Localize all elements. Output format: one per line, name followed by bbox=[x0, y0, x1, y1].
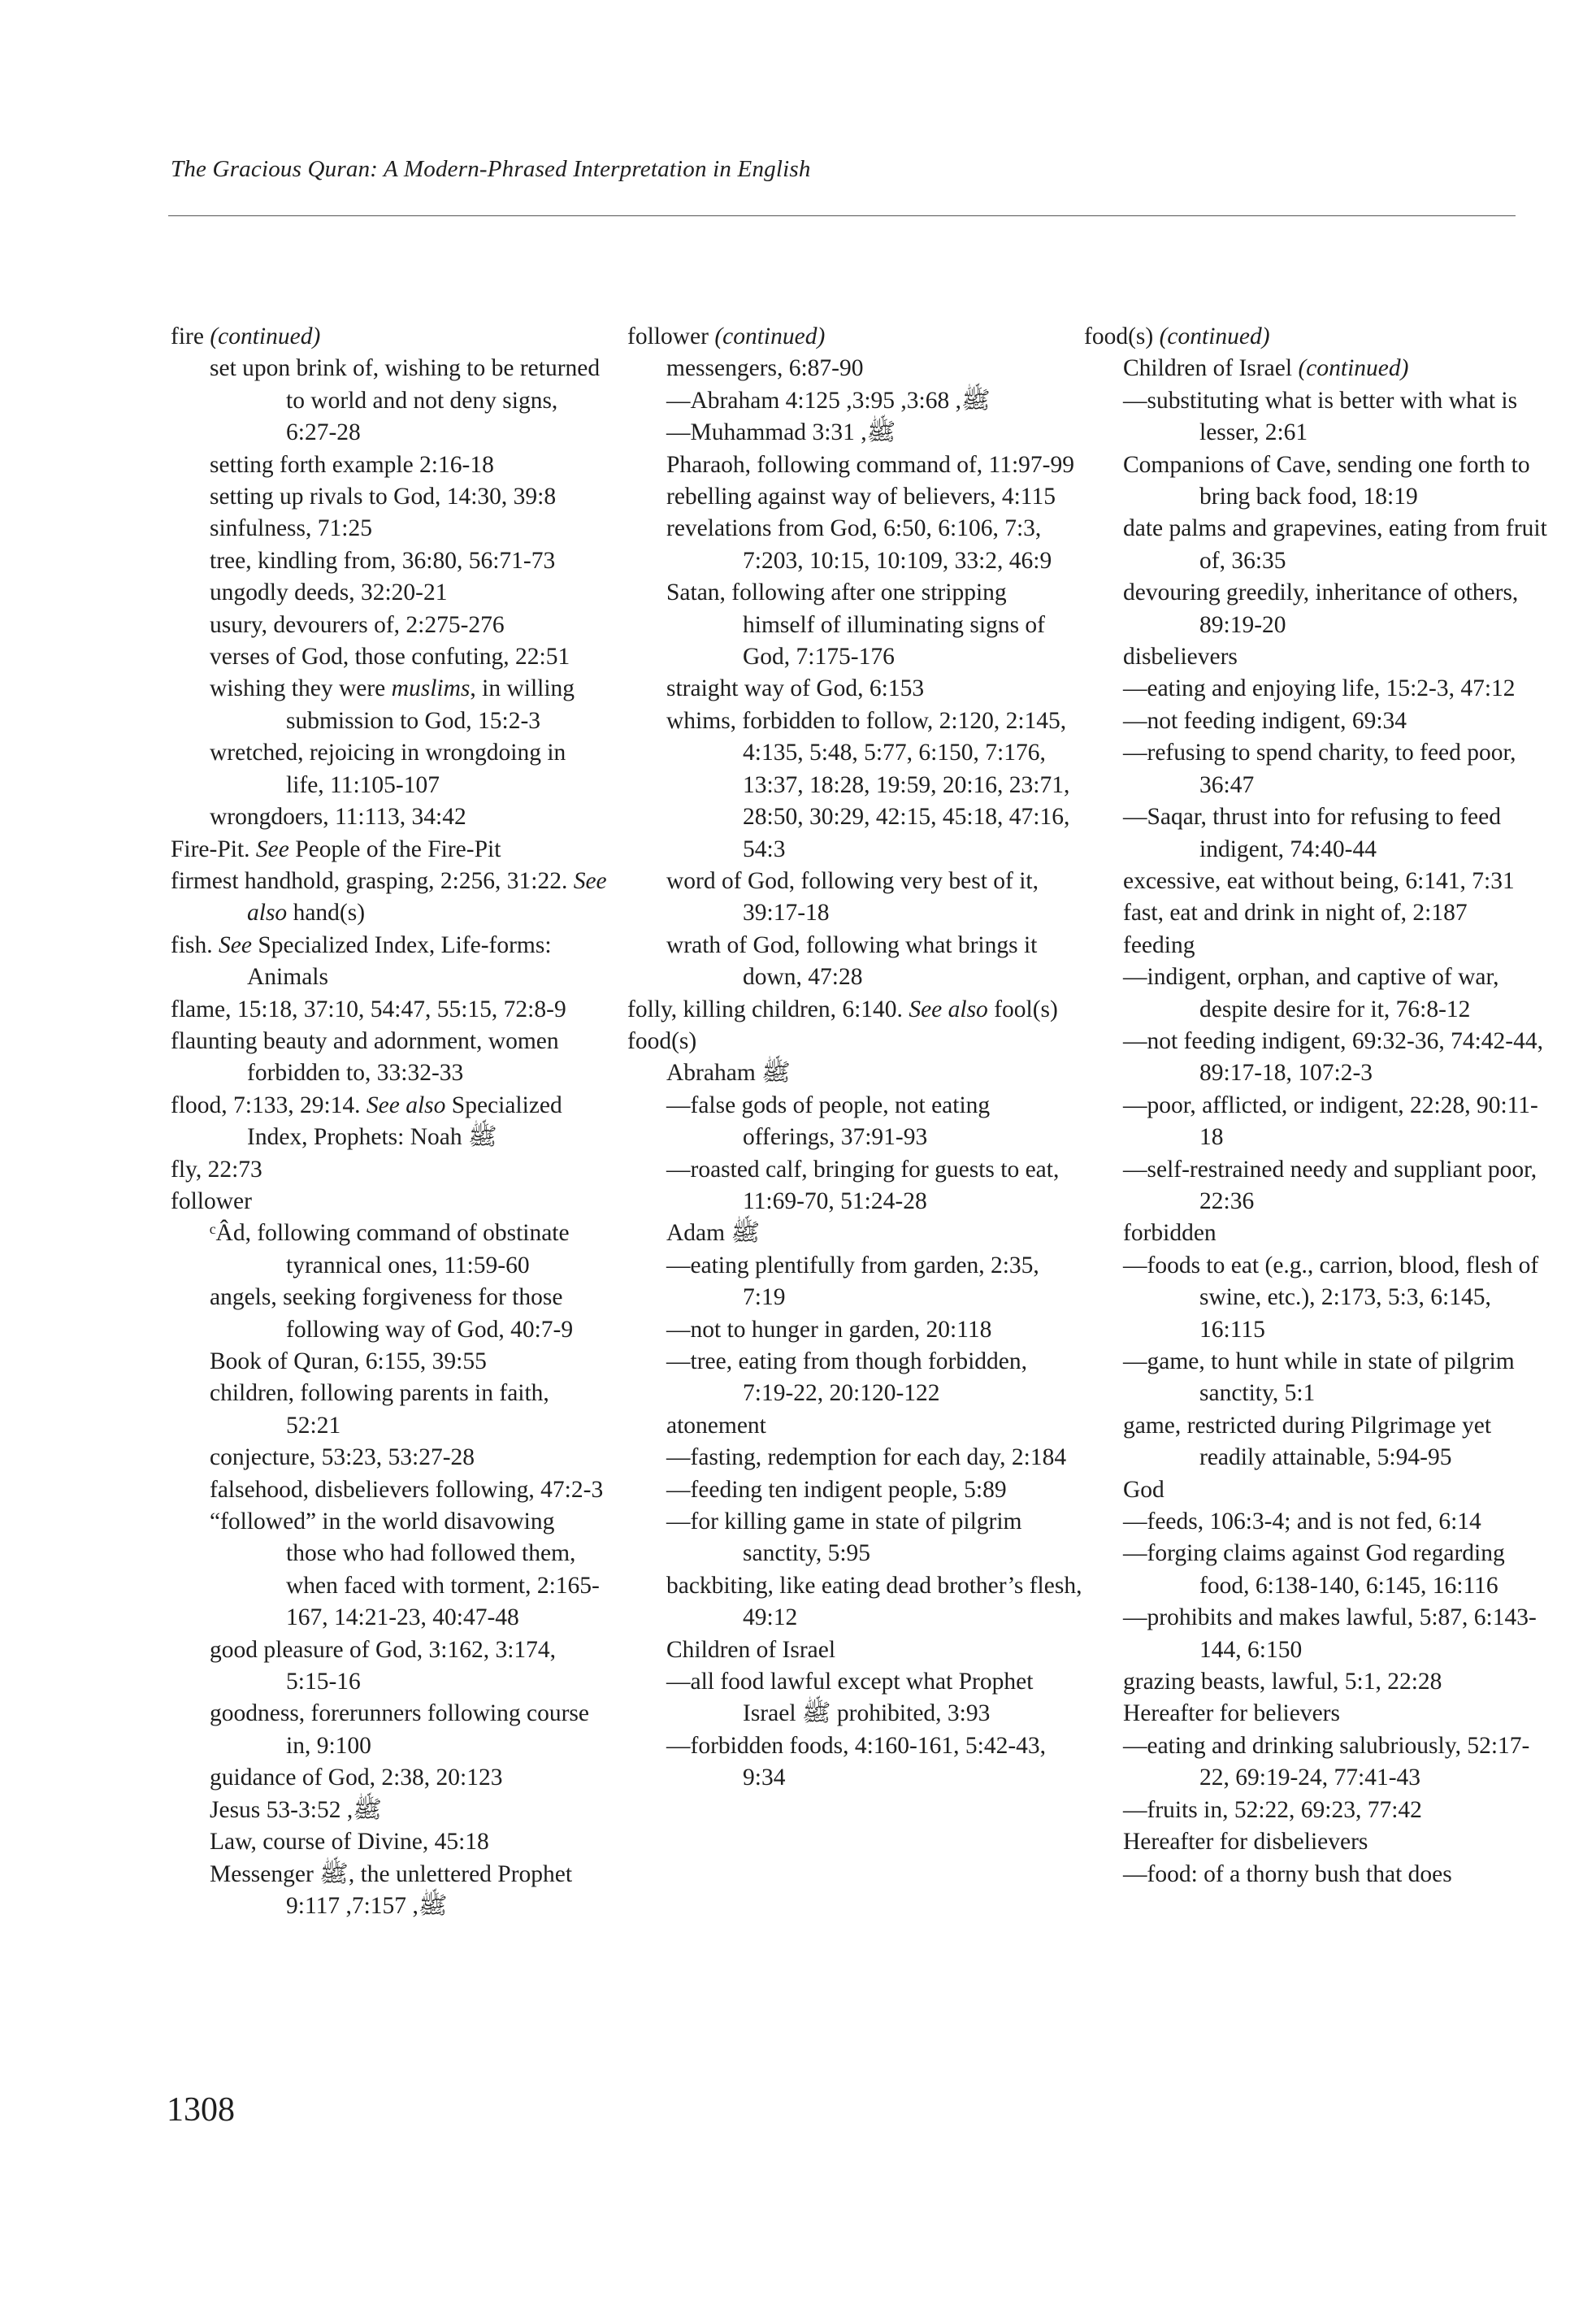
entry-text: children, following parents in faith, 52:21 bbox=[210, 1380, 549, 1439]
index-subentry bbox=[210, 513, 609, 545]
index-subentry bbox=[210, 1346, 609, 1378]
running-head: The Gracious Quran: A Modern-Phrased Interpretation in English bbox=[171, 156, 811, 182]
entry-text: See also bbox=[909, 996, 988, 1022]
index-subentry bbox=[1123, 1474, 1547, 1506]
index-subentry bbox=[1123, 1859, 1547, 1890]
entry-text: —prohibits and makes lawful, 5:87, 6:143-144, 6:150 bbox=[1123, 1604, 1537, 1663]
entry-text: whims, forbidden to follow, 2:120, 2:145, 4:135, 5:48, 5:77, 6:150, 7:176, 13:37, 18:28, 19:59, 20:16, 23:71, 28:50, 30:29, 42:15, 45:18, 47:16, 54:3 bbox=[666, 707, 1070, 862]
index-column-3 bbox=[1084, 321, 1547, 1890]
entry-text: wretched, rejoicing in wrongdoing in life, 11:105-107 bbox=[210, 740, 566, 798]
entry-text: flame, 15:18, 37:10, 54:47, 55:15, 72:8-9 bbox=[171, 996, 566, 1022]
entry-text: setting forth example 2:16-18 bbox=[210, 451, 494, 478]
entry-text: Children of Israel bbox=[1123, 355, 1299, 382]
entry-text: forbidden bbox=[1123, 1220, 1217, 1247]
index-subentry bbox=[210, 577, 609, 609]
index-subentry bbox=[666, 1570, 1082, 1634]
entry-text: good pleasure of God, 3:162, 3:174, 5:15-16 bbox=[210, 1636, 557, 1695]
entry-text: —roasted calf, bringing for guests to eat, 11:69-70, 51:24-28 bbox=[666, 1156, 1060, 1214]
index-subentry bbox=[666, 513, 1082, 577]
entry-text: fool(s) bbox=[987, 996, 1058, 1022]
entry-text: devouring greedily, inheritance of others, 89:19-20 bbox=[1123, 580, 1519, 638]
entry-text: —eating and drinking salubriously, 52:17-22, 69:19-24, 77:41-43 bbox=[1123, 1732, 1530, 1791]
entry-text: falsehood, disbelievers following, 47:2-3 bbox=[210, 1476, 604, 1503]
index-subentry bbox=[666, 930, 1082, 994]
index-entry bbox=[171, 1186, 609, 1218]
index-subentry bbox=[1123, 930, 1547, 962]
index-subentry bbox=[210, 545, 609, 577]
index-subentry bbox=[210, 1698, 609, 1762]
entry-text: See also bbox=[366, 1092, 446, 1118]
index-subentry bbox=[1123, 353, 1547, 384]
entry-text: —substituting what is better with what is lesser, 2:61 bbox=[1123, 387, 1518, 446]
index-subentry bbox=[210, 1474, 609, 1506]
entry-text: Adam ﷺ bbox=[666, 1220, 761, 1247]
index-subentry bbox=[1123, 1346, 1547, 1410]
index-subentry bbox=[1123, 1795, 1547, 1826]
entry-text: follower bbox=[627, 323, 715, 349]
entry-text: —game, to hunt while in state of pilgrim sanctity, 5:1 bbox=[1123, 1348, 1515, 1407]
entry-text: rebelling against way of believers, 4:115 bbox=[666, 484, 1056, 510]
index-subentry bbox=[1123, 1154, 1547, 1218]
index-subentry bbox=[666, 1346, 1082, 1410]
entry-text: date palms and grapevines, eating from fruit of, 36:35 bbox=[1123, 515, 1547, 574]
entry-text: fly, 22:73 bbox=[171, 1156, 262, 1183]
index-subentry bbox=[666, 1634, 1082, 1666]
index-entry bbox=[171, 834, 609, 866]
index-subentry bbox=[210, 1826, 609, 1858]
index-subentry bbox=[210, 449, 609, 481]
entry-text: , in willing submission to God, 15:2-3 bbox=[286, 675, 575, 734]
entry-text: —fasting, redemption for each day, 2:184 bbox=[666, 1444, 1067, 1471]
entry-text: flood, 7:133, 29:14. bbox=[171, 1092, 366, 1118]
index-subentry bbox=[666, 577, 1082, 673]
entry-text: usury, devourers of, 2:275-276 bbox=[210, 611, 505, 638]
entry-text: feeding bbox=[1123, 931, 1195, 958]
entry-text: Companions of Cave, sending one forth to bring back food, 18:19 bbox=[1123, 451, 1530, 510]
index-entry bbox=[627, 994, 1082, 1026]
index-subentry bbox=[210, 641, 609, 673]
index-subentry bbox=[666, 1474, 1082, 1506]
entry-text: wrath of God, following what brings it down, 47:28 bbox=[666, 931, 1038, 991]
entry-text: revelations from God, 6:50, 6:106, 7:3, 7:203, 10:15, 10:109, 33:2, 46:9 bbox=[666, 515, 1052, 574]
entry-text: angels, seeking forgiveness for those following way of God, 40:7-9 bbox=[210, 1284, 574, 1343]
index-subentry bbox=[210, 1282, 609, 1346]
entry-text: See bbox=[219, 931, 252, 958]
index-subentry bbox=[666, 449, 1082, 481]
index-entry bbox=[627, 321, 1082, 353]
index-entry bbox=[171, 930, 609, 994]
entry-text: ungodly deeds, 32:20-21 bbox=[210, 580, 448, 606]
entry-text: Hereafter for believers bbox=[1123, 1700, 1340, 1727]
index-subentry bbox=[666, 1506, 1082, 1570]
entry-text: guidance of God, 2:38, 20:123 bbox=[210, 1765, 503, 1791]
entry-text: —not to hunger in garden, 20:118 bbox=[666, 1316, 992, 1343]
index-entry bbox=[171, 321, 609, 353]
index-subentry bbox=[1123, 1730, 1547, 1795]
entry-text: conjecture, 53:23, 53:27-28 bbox=[210, 1444, 475, 1471]
entry-text: “followed” in the world disavowing those who had followed them, when faced with torment, 2:165-167, 14:21-23, 40:47-48 bbox=[210, 1508, 600, 1631]
entry-text: —Saqar, thrust into for refusing to feed indigent, 74:40-44 bbox=[1123, 804, 1501, 862]
index-subentry bbox=[666, 1250, 1082, 1314]
entry-text: muslims bbox=[391, 675, 471, 702]
entry-text: Messenger ﷺ, the unlettered Prophet ﷺ, 7:157, 9:117 bbox=[210, 1860, 573, 1919]
index-subentry bbox=[1123, 801, 1547, 866]
entry-text: See bbox=[255, 836, 289, 862]
index-subentry bbox=[1123, 962, 1547, 1026]
index-entry bbox=[1084, 321, 1547, 353]
entry-text: (continued) bbox=[714, 323, 826, 349]
index-subentry bbox=[1123, 1026, 1547, 1090]
entry-text: —self-restrained needy and suppliant poor, 22:36 bbox=[1123, 1156, 1537, 1214]
entry-text: set upon brink of, wishing to be returned to world and not deny signs, 6:27-28 bbox=[210, 355, 601, 446]
index-entry bbox=[171, 1090, 609, 1154]
entry-text: People of the Fire-Pit bbox=[288, 836, 501, 862]
index-subentry bbox=[666, 417, 1082, 449]
index-subentry bbox=[1123, 1826, 1547, 1858]
entry-text: ᶜÂd, following command of obstinate tyrannical ones, 11:59-60 bbox=[210, 1220, 570, 1278]
index-subentry bbox=[1123, 866, 1547, 897]
entry-text: verses of God, those confuting, 22:51 bbox=[210, 644, 570, 671]
entry-text: —poor, afflicted, or indigent, 22:28, 90:11-18 bbox=[1123, 1092, 1538, 1151]
entry-text: —for killing game in state of pilgrim sanctity, 5:95 bbox=[666, 1508, 1022, 1567]
index-subentry bbox=[666, 1218, 1082, 1249]
entry-text: messengers, 6:87-90 bbox=[666, 355, 864, 382]
entry-text: setting up rivals to God, 14:30, 39:8 bbox=[210, 484, 557, 510]
index-subentry bbox=[1123, 1090, 1547, 1154]
entry-text: —not feeding indigent, 69:32-36, 74:42-44, 89:17-18, 107:2-3 bbox=[1123, 1027, 1543, 1087]
entry-text: Satan, following after one stripping himself of illuminating signs of God, 7:175-176 bbox=[666, 580, 1046, 671]
entry-text: —all food lawful except what Prophet Israel ﷺ prohibited, 3:93 bbox=[666, 1669, 1034, 1727]
index-subentry bbox=[666, 1730, 1082, 1795]
entry-text: food(s) bbox=[1084, 323, 1160, 349]
index-subentry bbox=[666, 1314, 1082, 1346]
index-subentry bbox=[1123, 513, 1547, 577]
index-subentry bbox=[666, 705, 1082, 866]
entry-text: See also bbox=[247, 867, 607, 927]
entry-text: excessive, eat without being, 6:141, 7:31 bbox=[1123, 867, 1515, 894]
index-subentry bbox=[1123, 705, 1547, 737]
index-subentry bbox=[666, 385, 1082, 417]
entry-text: folly, killing children, 6:140. bbox=[627, 996, 909, 1022]
entry-text: —refusing to spend charity, to feed poor, 36:47 bbox=[1123, 740, 1516, 798]
index-subentry bbox=[1123, 1666, 1547, 1698]
index-subentry bbox=[666, 866, 1082, 930]
entry-text: —forbidden foods, 4:160-161, 5:42-43, 9:34 bbox=[666, 1732, 1047, 1791]
index-subentry bbox=[1123, 673, 1547, 705]
entry-text: straight way of God, 6:153 bbox=[666, 675, 925, 702]
index-subentry bbox=[1123, 1410, 1547, 1474]
index-subentry bbox=[1123, 1538, 1547, 1602]
entry-text: —Abraham ﷺ, 3:68, 3:95, 4:125 bbox=[666, 387, 991, 414]
index-subentry bbox=[1123, 897, 1547, 929]
index-subentry bbox=[1123, 1698, 1547, 1730]
index-subentry bbox=[1123, 449, 1547, 514]
index-subentry bbox=[210, 801, 609, 833]
entry-text: —eating and enjoying life, 15:2-3, 47:12 bbox=[1123, 675, 1516, 702]
index-entry bbox=[171, 866, 609, 930]
index-subentry bbox=[1123, 1250, 1547, 1346]
index-subentry bbox=[210, 353, 609, 449]
entry-text: atonement bbox=[666, 1412, 766, 1439]
entry-text: follower bbox=[171, 1187, 252, 1214]
entry-text: —eating plentifully from garden, 2:35, 7:19 bbox=[666, 1252, 1039, 1311]
entry-text: game, restricted during Pilgrimage yet readily attainable, 5:94-95 bbox=[1123, 1412, 1492, 1471]
entry-text: backbiting, like eating dead brother’s flesh, 49:12 bbox=[666, 1572, 1082, 1631]
index-subentry bbox=[210, 1634, 609, 1699]
index-subentry bbox=[210, 1762, 609, 1794]
entry-text: Specialized Index, Prophets: Noah ﷺ bbox=[247, 1092, 562, 1151]
index-entry bbox=[171, 1026, 609, 1090]
entry-text: God bbox=[1123, 1476, 1164, 1503]
index-subentry bbox=[666, 1666, 1082, 1730]
entry-text: —not feeding indigent, 69:34 bbox=[1123, 707, 1407, 734]
entry-text: Jesus ﷺ, 3:52-53 bbox=[210, 1796, 382, 1823]
index-subentry bbox=[666, 673, 1082, 705]
entry-text: —false gods of people, not eating offerings, 37:91-93 bbox=[666, 1092, 991, 1151]
entry-text: fast, eat and drink in night of, 2:187 bbox=[1123, 900, 1468, 927]
entry-text: (continued) bbox=[1298, 355, 1409, 382]
entry-text: Book of Quran, 6:155, 39:55 bbox=[210, 1348, 487, 1374]
entry-text: tree, kindling from, 36:80, 56:71-73 bbox=[210, 547, 556, 574]
index-subentry bbox=[210, 1506, 609, 1634]
index-entry bbox=[627, 1026, 1082, 1057]
page-number: 1308 bbox=[167, 2091, 235, 2129]
entry-text: Hereafter for disbelievers bbox=[1123, 1829, 1368, 1856]
index-subentry bbox=[1123, 1506, 1547, 1538]
index-subentry bbox=[1123, 577, 1547, 641]
entry-text: Pharaoh, following command of, 11:97-99 bbox=[666, 451, 1074, 478]
index-subentry bbox=[210, 1218, 609, 1282]
entry-text: —indigent, orphan, and captive of war, despite desire for it, 76:8-12 bbox=[1123, 964, 1499, 1022]
entry-text: grazing beasts, lawful, 5:1, 22:28 bbox=[1123, 1669, 1442, 1695]
entry-text: —forging claims against God regarding food, 6:138-140, 6:145, 16:116 bbox=[1123, 1540, 1505, 1599]
index-subentry bbox=[210, 1859, 609, 1923]
entry-text: —feeding ten indigent people, 5:89 bbox=[666, 1476, 1007, 1503]
entry-text: (continued) bbox=[1159, 323, 1270, 349]
entry-text: wishing they were bbox=[210, 675, 392, 702]
index-subentry bbox=[666, 1057, 1082, 1089]
entry-text: fish. bbox=[171, 931, 219, 958]
index-subentry bbox=[666, 1090, 1082, 1154]
entry-text: —tree, eating from though forbidden, 7:19-22, 20:120-122 bbox=[666, 1348, 1028, 1407]
entry-text: Abraham ﷺ bbox=[666, 1060, 791, 1087]
entry-text: —Muhammad ﷺ, 3:31 bbox=[666, 419, 896, 446]
entry-text: —foods to eat (e.g., carrion, blood, flesh of swine, etc.), 2:173, 5:3, 6:145, 16:115 bbox=[1123, 1252, 1539, 1343]
index-subentry bbox=[210, 737, 609, 801]
index-entry bbox=[171, 994, 609, 1026]
entry-text: word of God, following very best of it, 39:17-18 bbox=[666, 867, 1039, 927]
header-rule bbox=[168, 215, 1516, 216]
index-subentry bbox=[210, 673, 609, 737]
index-subentry bbox=[666, 1410, 1082, 1442]
index-column-1 bbox=[171, 321, 609, 1922]
entry-text: hand(s) bbox=[287, 900, 366, 927]
index-subentry bbox=[666, 1442, 1082, 1474]
entry-text: sinfulness, 71:25 bbox=[210, 515, 372, 542]
entry-text: (continued) bbox=[210, 323, 321, 349]
index-subentry bbox=[210, 1378, 609, 1442]
index-subentry bbox=[666, 1154, 1082, 1218]
entry-text: firmest handhold, grasping, 2:256, 31:22. bbox=[171, 867, 574, 894]
entry-text: wrongdoers, 11:113, 34:42 bbox=[210, 804, 466, 831]
index-subentry bbox=[210, 610, 609, 641]
entry-text: —fruits in, 52:22, 69:23, 77:42 bbox=[1123, 1796, 1422, 1823]
index-entry bbox=[171, 1154, 609, 1186]
index-subentry bbox=[1123, 737, 1547, 801]
entry-text: Children of Israel bbox=[666, 1636, 836, 1663]
entry-text: Specialized Index, Life-forms: Animals bbox=[247, 931, 552, 991]
index-subentry bbox=[1123, 1218, 1547, 1249]
entry-text: food(s) bbox=[627, 1027, 697, 1054]
index-subentry bbox=[1123, 641, 1547, 673]
entry-text: goodness, forerunners following course in, 9:100 bbox=[210, 1700, 589, 1759]
entry-text: Law, course of Divine, 45:18 bbox=[210, 1829, 489, 1856]
index-subentry bbox=[666, 353, 1082, 384]
entry-text: —feeds, 106:3-4; and is not fed, 6:14 bbox=[1123, 1508, 1481, 1535]
index-subentry bbox=[666, 481, 1082, 513]
entry-text: disbelievers bbox=[1123, 644, 1238, 671]
entry-text: —food: of a thorny bush that does bbox=[1123, 1860, 1452, 1887]
index-subentry bbox=[1123, 1602, 1547, 1666]
index-column-2 bbox=[627, 321, 1082, 1795]
entry-text: Fire-Pit. bbox=[171, 836, 256, 862]
index-subentry bbox=[210, 481, 609, 513]
entry-text: fire bbox=[171, 323, 210, 349]
index-subentry bbox=[210, 1442, 609, 1474]
entry-text: flaunting beauty and adornment, women forbidden to, 33:32-33 bbox=[171, 1027, 559, 1087]
index-subentry bbox=[1123, 385, 1547, 449]
index-subentry bbox=[210, 1795, 609, 1826]
